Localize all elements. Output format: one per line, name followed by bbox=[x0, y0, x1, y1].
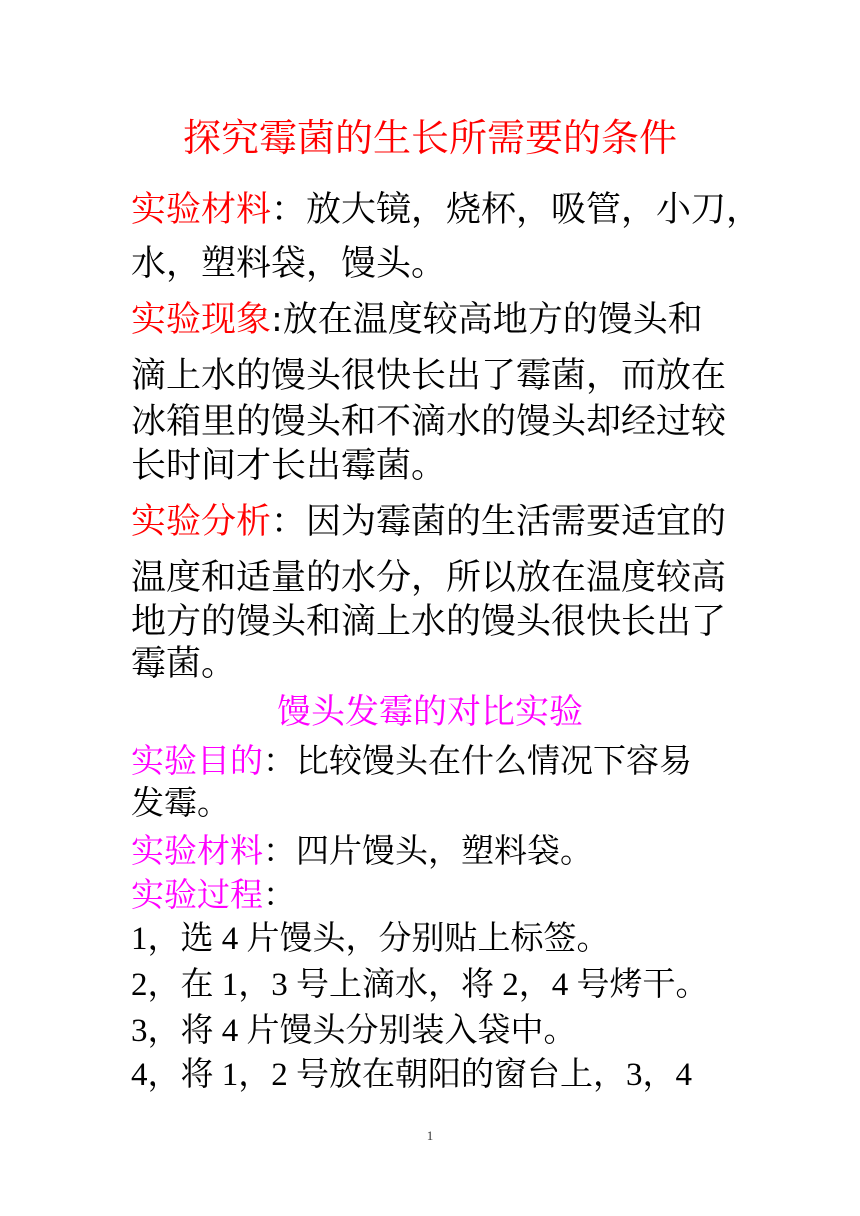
analysis-text-1: ：因为霉菌的生活需要适宜的 bbox=[271, 502, 727, 542]
purpose-line-1 bbox=[131, 738, 692, 784]
purpose-label: 实验目的 bbox=[131, 741, 263, 780]
process-step-1: 1，选 4 片馒头，分别贴上标签。 bbox=[131, 921, 610, 957]
process-step-2: 2，在 1，3 号上滴水，将 2，4 号烤干。 bbox=[131, 967, 709, 1003]
analysis-line-4: 霉菌。 bbox=[131, 644, 237, 684]
process-label: 实验过程 bbox=[131, 875, 263, 914]
materials2-line-1 bbox=[131, 828, 593, 874]
analysis-line-2: 温度和适量的水分，所以放在温度较高 bbox=[131, 558, 727, 598]
phenomenon-label: 实验现象 bbox=[131, 300, 272, 340]
materials2-label: 实验材料 bbox=[131, 831, 263, 870]
materials-label: 实验材料 bbox=[131, 190, 272, 230]
materials2-text-1: ：四片馒头，塑料袋。 bbox=[263, 831, 593, 870]
analysis-label: 实验分析 bbox=[131, 502, 272, 542]
phenomenon-line-2: 滴上水的馒头很快长出了霉菌，而放在 bbox=[131, 356, 727, 396]
materials-line-2: 水，塑料袋，馒头。 bbox=[131, 244, 447, 284]
phenomenon-line-4: 长时间才长出霉菌。 bbox=[131, 446, 447, 486]
phenomenon-line-1 bbox=[131, 296, 703, 344]
process-step-4: 4，将 1，2 号放在朝阳的窗台上，3，4 bbox=[131, 1057, 692, 1093]
phenomenon-line-3: 冰箱里的馒头和不滴水的馒头却经过较 bbox=[131, 402, 727, 442]
materials-line-1 bbox=[131, 186, 761, 234]
process-step-3: 3，将 4 片馒头分别装入袋中。 bbox=[131, 1013, 577, 1049]
process-heading bbox=[131, 872, 296, 918]
section1-title: 探究霉菌的生长所需要的条件 bbox=[182, 116, 677, 160]
purpose-text-1: ：比较馒头在什么情况下容易 bbox=[263, 741, 692, 780]
page-number: 1 bbox=[426, 1128, 434, 1143]
process-colon: ： bbox=[263, 875, 296, 914]
analysis-line-3: 地方的馒头和滴上水的馒头很快长出了 bbox=[131, 602, 727, 642]
section2-title: 馒头发霉的对比实验 bbox=[277, 692, 583, 732]
purpose-line-2: 发霉。 bbox=[131, 783, 230, 822]
analysis-line-1 bbox=[131, 498, 726, 546]
materials-text-1: ：放大镜，烧杯，吸管，小刀， bbox=[271, 190, 762, 230]
phenomenon-text-1: :放在温度较高地方的馒头和 bbox=[271, 300, 703, 340]
